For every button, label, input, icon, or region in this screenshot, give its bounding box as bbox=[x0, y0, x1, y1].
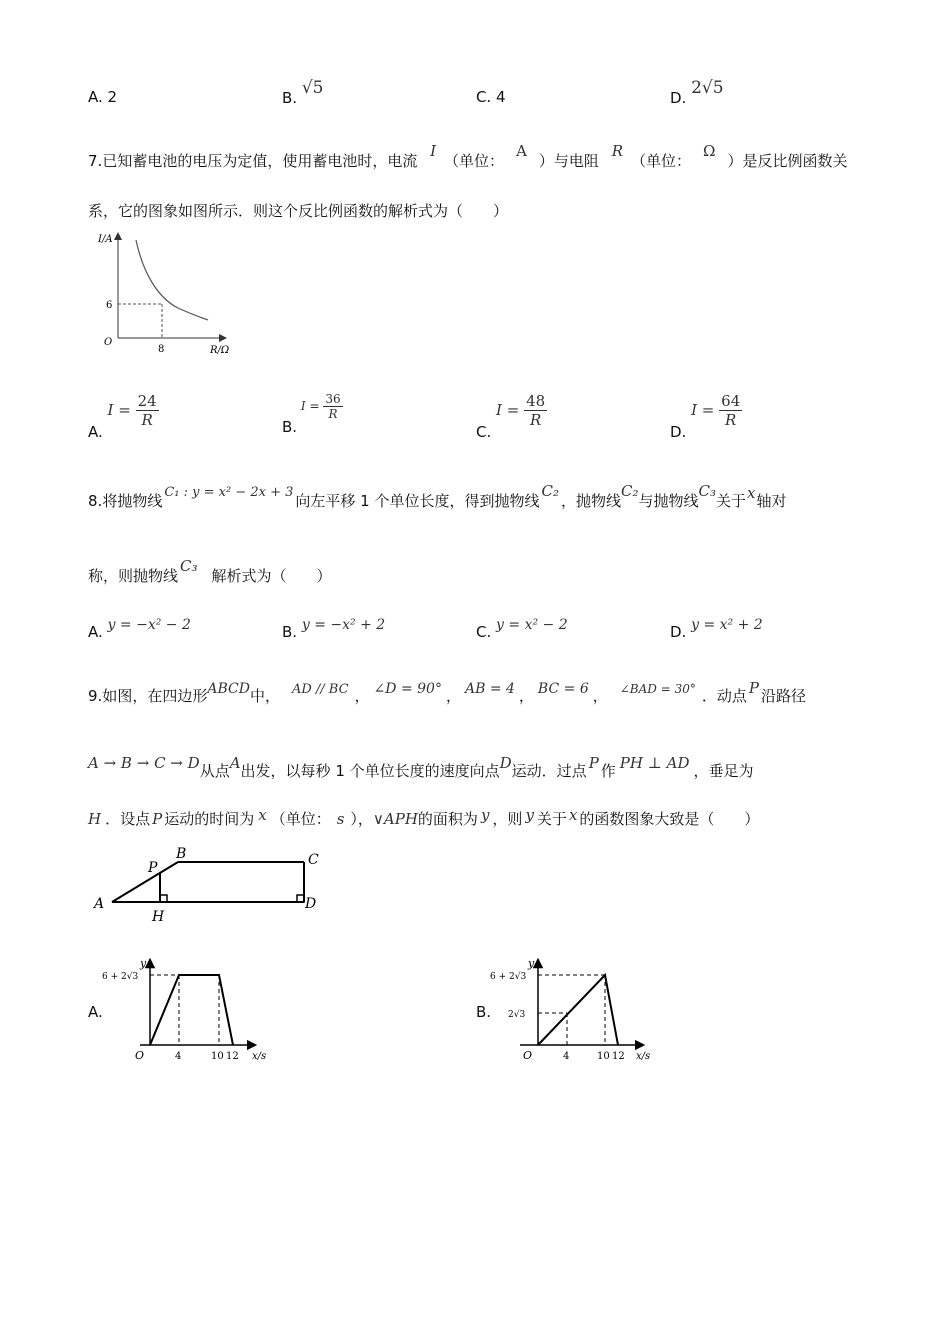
option-lhs: I = bbox=[496, 401, 520, 419]
x-tick-12: 12 bbox=[612, 1051, 625, 1062]
unit-s: s bbox=[336, 810, 345, 828]
curve-c3: C₃ bbox=[180, 557, 198, 575]
q9-option-a-letter[interactable]: A. bbox=[88, 1003, 103, 1021]
y-label: y bbox=[528, 957, 535, 970]
var-y: y bbox=[480, 806, 490, 824]
curve-c2: C₂ bbox=[620, 482, 639, 500]
option-letter: B. bbox=[282, 418, 298, 436]
q8-option-d[interactable] bbox=[670, 617, 763, 641]
denominator: R bbox=[328, 407, 338, 421]
q6-option-d[interactable] bbox=[670, 78, 724, 108]
cond-angle-d: ∠D = 90° bbox=[373, 681, 442, 697]
q9-text: ）， bbox=[350, 810, 373, 828]
q9-text: 出发，以每秒 1 个单位长度的速度向点 bbox=[240, 762, 500, 780]
question-number: 7. bbox=[88, 152, 103, 170]
function-graph bbox=[538, 975, 618, 1045]
fraction bbox=[136, 392, 159, 429]
q7-text: （单位： bbox=[444, 152, 505, 170]
y-value-label-2: 2√3 bbox=[508, 1010, 526, 1020]
point-p: P bbox=[748, 679, 759, 697]
hyperbola-curve bbox=[136, 240, 208, 320]
x-label: x/s bbox=[252, 1051, 267, 1062]
q9-text: 沿路径 bbox=[760, 687, 806, 705]
option-letter: D. bbox=[670, 89, 687, 107]
label-c: C bbox=[308, 852, 319, 868]
option-letter: B. bbox=[282, 89, 298, 107]
q7-text: 已知蓄电池的电压为定值，使用蓄电池时，电流 bbox=[102, 152, 418, 170]
var-x: x bbox=[568, 806, 578, 824]
q7-line-1 bbox=[88, 142, 848, 171]
x-tick-8: 8 bbox=[158, 344, 165, 355]
curve-c1: C₁ : y = x² − 2x + 3 bbox=[164, 485, 294, 500]
x-tick-10: 10 bbox=[211, 1051, 224, 1062]
cond-angle-bad: ∠BAD = 30° bbox=[619, 682, 696, 696]
curve-c2: C₂ bbox=[541, 482, 559, 500]
q7-option-d[interactable] bbox=[670, 392, 742, 441]
var-r: R bbox=[611, 142, 623, 160]
point-h: H bbox=[88, 810, 102, 828]
y-label: I/A bbox=[98, 234, 113, 245]
question-number: 8. bbox=[88, 492, 103, 510]
q9-text: ．动点 bbox=[701, 687, 747, 705]
option-letter: D. bbox=[670, 423, 687, 441]
var-x: x bbox=[258, 806, 267, 824]
option-lhs: I = bbox=[691, 401, 715, 419]
origin-label: O bbox=[135, 1049, 145, 1062]
q9-text: 的面积为 bbox=[417, 810, 478, 828]
q9-text: ，则 bbox=[492, 810, 523, 828]
numerator: 36 bbox=[325, 392, 341, 406]
option-value: 4 bbox=[496, 88, 506, 106]
curve-c3: C₃ bbox=[698, 482, 716, 500]
option-value: y = x² + 2 bbox=[691, 617, 763, 633]
label-d: D bbox=[305, 896, 317, 912]
q7-line-2: 系，它的图象如图所示．则这个反比例函数的解析式为（ ） bbox=[88, 202, 509, 220]
q8-option-a[interactable] bbox=[88, 617, 191, 641]
q9-text: 关于 bbox=[536, 810, 567, 828]
q9-line-3 bbox=[88, 808, 759, 829]
option-value: y = −x² − 2 bbox=[107, 617, 191, 633]
path-expression: A → B → C → D bbox=[88, 754, 200, 772]
y-label: y bbox=[140, 957, 147, 970]
q9-text: ， bbox=[445, 687, 461, 705]
option-letter: B. bbox=[282, 623, 298, 641]
q9-line-1 bbox=[88, 679, 806, 706]
option-lhs: I = bbox=[107, 401, 131, 419]
point-p: P bbox=[152, 810, 163, 828]
option-value: √5 bbox=[301, 78, 324, 98]
question-number: 9. bbox=[88, 687, 103, 705]
q8-text: 向左平移 1 个单位长度，得到抛物线 bbox=[295, 492, 540, 510]
q7-option-c[interactable] bbox=[476, 392, 547, 441]
q9-text: 中， bbox=[249, 687, 280, 705]
q9-text: ， bbox=[354, 687, 370, 705]
q8-text: 解析式为（ ） bbox=[211, 567, 332, 585]
q8-line-1 bbox=[88, 482, 787, 511]
unit-ohm: Ω bbox=[703, 142, 716, 160]
y-value-label: 6 + 2√3 bbox=[490, 972, 527, 982]
q8-text: 将抛物线 bbox=[102, 492, 163, 510]
q7-text: ）与电阻 bbox=[538, 152, 599, 170]
q7-option-b[interactable] bbox=[282, 392, 343, 436]
origin-label: O bbox=[523, 1049, 533, 1062]
perp-expression: PH ⊥ AD bbox=[619, 754, 690, 772]
triangle-aph: ∨APH bbox=[372, 810, 418, 828]
numerator: 24 bbox=[137, 392, 157, 410]
fraction bbox=[524, 392, 547, 429]
right-angle-d bbox=[297, 895, 304, 902]
cond-bc: BC = 6 bbox=[537, 681, 589, 697]
q9-option-b-letter[interactable]: B. bbox=[476, 1003, 492, 1021]
q9-text: 的函数图象大致是（ ） bbox=[579, 810, 760, 828]
label-h: H bbox=[152, 909, 165, 924]
q8-text: 关于 bbox=[716, 492, 747, 510]
option-letter: C. bbox=[476, 423, 492, 441]
option-letter: A. bbox=[88, 423, 103, 441]
option-value: y = −x² + 2 bbox=[301, 617, 386, 633]
label-p: P bbox=[148, 860, 158, 876]
cond-parallel: AD // BC bbox=[291, 682, 349, 697]
option-value: 2√5 bbox=[691, 78, 724, 98]
q9-text: ， bbox=[518, 687, 534, 705]
numerator: 48 bbox=[526, 392, 546, 410]
option-letter: C. bbox=[476, 88, 492, 106]
option-letter: A. bbox=[88, 623, 103, 641]
q6-option-a[interactable] bbox=[88, 88, 117, 106]
label-b: B bbox=[176, 846, 187, 862]
q6-option-b[interactable] bbox=[282, 78, 324, 108]
option-letter: A. bbox=[88, 88, 103, 106]
origin-label: O bbox=[104, 337, 113, 348]
option-value: y = x² − 2 bbox=[496, 617, 568, 633]
q7-text: （单位： bbox=[631, 152, 692, 170]
q9-text: 运动的时间为 bbox=[164, 810, 255, 828]
x-tick-10: 10 bbox=[597, 1051, 610, 1062]
right-angle-h bbox=[160, 895, 167, 902]
q8-text: 轴对 bbox=[756, 492, 787, 510]
var-x: x bbox=[747, 484, 756, 502]
q8-option-b[interactable] bbox=[282, 617, 386, 641]
q8-text: 称，则抛物线 bbox=[88, 567, 179, 585]
q9-text: 运动．过点 bbox=[511, 762, 587, 780]
quad-abcd: ABCD bbox=[207, 681, 250, 697]
fraction bbox=[719, 392, 742, 429]
x-tick-4: 4 bbox=[563, 1051, 570, 1062]
y-value-label: 6 + 2√3 bbox=[102, 972, 139, 982]
cond-ab: AB = 4 bbox=[464, 681, 515, 697]
q7-option-a[interactable] bbox=[88, 392, 159, 441]
denominator: R bbox=[141, 411, 153, 429]
q9-option-a-graph[interactable] bbox=[102, 955, 282, 1065]
q7-graph bbox=[98, 228, 243, 358]
fraction bbox=[323, 392, 342, 421]
x-tick-12: 12 bbox=[226, 1051, 239, 1062]
point-d: D bbox=[499, 754, 512, 772]
x-label: R/Ω bbox=[210, 345, 230, 356]
q9-text: 作 bbox=[600, 762, 616, 780]
q9-text: 从点 bbox=[199, 762, 230, 780]
point-p: P bbox=[588, 754, 599, 772]
y-tick-6: 6 bbox=[106, 300, 113, 311]
unit-ampere: A bbox=[516, 142, 527, 160]
denominator: R bbox=[725, 411, 737, 429]
option-letter: D. bbox=[670, 623, 687, 641]
q9-line-2 bbox=[88, 754, 754, 781]
numerator: 64 bbox=[721, 392, 741, 410]
label-a: A bbox=[94, 896, 105, 912]
x-label: x/s bbox=[636, 1051, 651, 1062]
option-value: 2 bbox=[107, 88, 118, 106]
q9-text: （单位： bbox=[270, 810, 331, 828]
q9-option-b-graph[interactable] bbox=[490, 955, 665, 1065]
q8-line-2 bbox=[88, 557, 332, 586]
q8-option-c[interactable] bbox=[476, 617, 568, 641]
q9-text: ， bbox=[592, 687, 608, 705]
function-graph bbox=[150, 975, 233, 1045]
option-letter: C. bbox=[476, 623, 492, 641]
denominator: R bbox=[529, 411, 542, 429]
q7-text: ）是反比例函数关 bbox=[727, 152, 848, 170]
q9-text: 如图，在四边形 bbox=[102, 687, 208, 705]
q6-option-c[interactable] bbox=[476, 88, 506, 106]
q9-text: ．设点 bbox=[105, 810, 151, 828]
side-ab bbox=[112, 862, 178, 902]
option-lhs: I = bbox=[300, 399, 320, 413]
q9-text: ，垂足为 bbox=[693, 762, 754, 780]
q8-text: ，抛物线 bbox=[560, 492, 621, 510]
var-y: y bbox=[525, 806, 534, 824]
point-a: A bbox=[229, 754, 241, 772]
q9-quadrilateral-figure bbox=[90, 842, 330, 924]
var-i: I bbox=[430, 142, 437, 160]
q8-text: 与抛物线 bbox=[638, 492, 699, 510]
x-tick-4: 4 bbox=[175, 1051, 182, 1062]
